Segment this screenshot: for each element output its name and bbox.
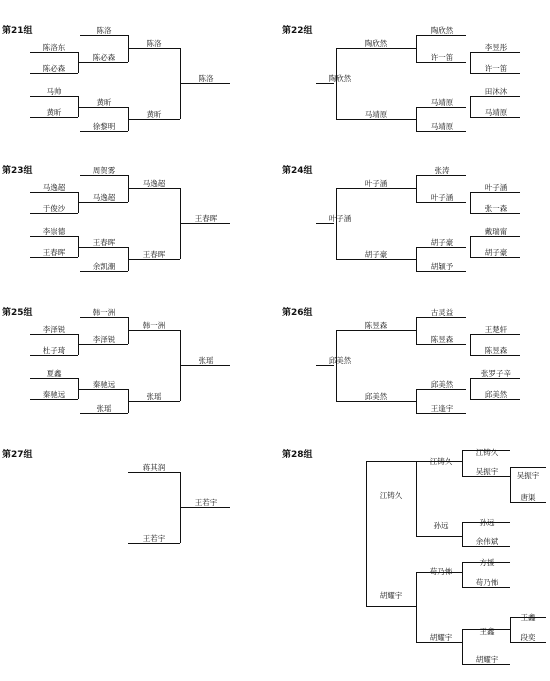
bracket-line [336, 188, 416, 189]
player-name: 黄昕 [96, 98, 112, 107]
bracket-line [30, 117, 78, 118]
bracket-line [462, 629, 463, 664]
bracket-line [470, 334, 520, 335]
player-name: 胡颖予 [430, 262, 454, 271]
bracket-line [416, 107, 466, 108]
bracket-line [510, 467, 511, 502]
player-name: 胡耀宇 [475, 655, 499, 664]
player-name: 张一森 [484, 204, 508, 213]
player-name: 胡耀宇 [429, 633, 453, 642]
player-name: 王若宇 [142, 534, 166, 543]
player-name: 马靖原 [430, 122, 454, 131]
bracket-line [316, 83, 334, 84]
bracket-line [366, 461, 416, 462]
player-name: 陈必森 [42, 64, 66, 73]
bracket-line [510, 502, 546, 503]
bracket-line [80, 131, 128, 132]
player-name: 黄昕 [46, 108, 62, 117]
bracket-line [128, 472, 180, 473]
player-name: 蒋其润 [142, 463, 166, 472]
bracket-line [470, 96, 520, 97]
bracket-line [30, 355, 78, 356]
player-name: 邱美然 [364, 392, 388, 401]
winner-name: 邱美然 [328, 356, 352, 365]
player-name: 陈必森 [92, 53, 116, 62]
player-name: 马逸超 [142, 179, 166, 188]
bracket-line [470, 73, 520, 74]
player-name: 张涛 [434, 166, 450, 175]
group-title: 第25组 [2, 308, 33, 318]
bracket-line [80, 35, 128, 36]
bracket-line [30, 213, 78, 214]
player-name: 江铸久 [429, 457, 453, 466]
bracket-line [336, 401, 416, 402]
player-name: 陈洛 [146, 39, 162, 48]
player-name: 孙远 [433, 521, 449, 530]
player-name: 李泽锐 [42, 325, 66, 334]
player-name: 王春晖 [142, 250, 166, 259]
bracket-line [470, 213, 520, 214]
player-name: 马逸超 [42, 183, 66, 192]
player-name: 胡子豪 [484, 248, 508, 257]
player-name: 余凯潮 [92, 262, 116, 271]
bracket-line [336, 188, 337, 259]
bracket-line [80, 413, 128, 414]
bracket-line [128, 259, 180, 260]
bracket-line [470, 399, 520, 400]
player-name: 李昱彤 [484, 43, 508, 52]
player-name: 张瑶 [146, 392, 162, 401]
bracket-line [510, 617, 511, 642]
bracket-line [416, 389, 466, 390]
player-name: 于俊沙 [42, 204, 66, 213]
player-name: 王楚轩 [484, 325, 508, 334]
bracket-line [128, 48, 180, 49]
bracket-line [128, 119, 180, 120]
bracket-line [462, 664, 510, 665]
bracket-line [462, 476, 510, 477]
group-title: 第22组 [282, 26, 313, 36]
bracket-line [180, 83, 230, 84]
bracket-line [416, 642, 462, 643]
player-name: 陶欣然 [364, 39, 388, 48]
bracket-line [470, 52, 520, 53]
group-title: 第23组 [2, 166, 33, 176]
bracket-line [416, 202, 466, 203]
player-name: 王鑫 [479, 627, 495, 636]
player-name: 李崇德 [42, 227, 66, 236]
player-name: 黄昕 [146, 110, 162, 119]
player-name: 唐渠 [520, 493, 536, 502]
bracket-line [416, 175, 466, 176]
bracket-line [180, 507, 230, 508]
bracket-line [78, 107, 128, 108]
player-name: 江铸久 [475, 448, 499, 457]
group-title: 第24组 [282, 166, 313, 176]
winner-name: 张瑶 [198, 356, 214, 365]
bracket-line [416, 413, 466, 414]
bracket-line [470, 355, 520, 356]
player-name: 马逸超 [92, 193, 116, 202]
player-name: 吴振宇 [475, 467, 499, 476]
bracket-line [470, 96, 471, 117]
player-name: 邱美然 [430, 380, 454, 389]
bracket-line [30, 399, 78, 400]
player-name: 苟乃怖 [429, 567, 453, 576]
bracket-line [366, 461, 367, 606]
bracket-line [416, 461, 417, 536]
player-name: 韩一洲 [142, 321, 166, 330]
bracket-line [336, 330, 416, 331]
player-name: 秦驰远 [92, 380, 116, 389]
bracket-line [416, 107, 417, 131]
winner-name: 王春晖 [194, 214, 218, 223]
player-name: 许一笛 [484, 64, 508, 73]
player-name: 马靖原 [484, 108, 508, 117]
bracket-line [128, 543, 180, 544]
player-name: 叶子涵 [484, 183, 508, 192]
bracket-line [416, 35, 417, 62]
player-name: 孙远 [479, 518, 495, 527]
bracket-line [80, 175, 128, 176]
bracket-line [510, 467, 546, 468]
bracket-line [78, 247, 128, 248]
player-name: 段奕 [520, 633, 536, 642]
bracket-line [80, 317, 128, 318]
bracket-line [128, 330, 180, 331]
winner-name: 陈洛 [198, 74, 214, 83]
player-name: 苟乃怖 [475, 578, 499, 587]
group-title: 第28组 [282, 450, 313, 460]
player-name: 马靖原 [364, 110, 388, 119]
player-name: 徐黎明 [92, 122, 116, 131]
bracket-line [30, 192, 78, 193]
bracket-line [416, 35, 466, 36]
bracket-line [316, 223, 334, 224]
bracket-line [366, 606, 416, 607]
bracket-line [30, 257, 78, 258]
bracket-line [78, 344, 128, 345]
player-name: 吴振宇 [516, 471, 540, 480]
bracket-line [470, 192, 471, 213]
bracket-line [30, 52, 78, 53]
player-name: 胡子豪 [364, 250, 388, 259]
player-name: 张罗子辛 [481, 369, 511, 378]
player-name: 周贺雾 [92, 166, 116, 175]
player-name: 胡子豪 [430, 238, 454, 247]
bracket-line [510, 642, 546, 643]
bracket-line [80, 271, 128, 272]
player-name: 王鑫 [520, 613, 536, 622]
bracket-line [462, 522, 463, 546]
bracket-line [128, 401, 180, 402]
bracket-line [416, 175, 417, 202]
player-name: 叶子涵 [364, 179, 388, 188]
player-name: 戴瑞甯 [484, 227, 508, 236]
bracket-line [336, 48, 416, 49]
player-name: 陈洛 [96, 26, 112, 35]
bracket-line [30, 334, 78, 335]
bracket-line [470, 236, 471, 257]
player-name: 秦驰远 [42, 390, 66, 399]
bracket-line [416, 247, 417, 271]
bracket-line [470, 334, 471, 355]
player-name: 马靖原 [430, 98, 454, 107]
winner-name: 陶欣然 [328, 74, 352, 83]
bracket-line [470, 378, 520, 379]
player-name: 陈洛东 [42, 43, 66, 52]
player-name: 陈昱森 [430, 335, 454, 344]
player-name: 夏鑫 [46, 369, 62, 378]
bracket-line [416, 317, 417, 344]
bracket-line [336, 48, 337, 119]
player-name: 叶子涵 [430, 193, 454, 202]
player-name: 李泽锐 [92, 335, 116, 344]
bracket-line [416, 247, 466, 248]
bracket-line [30, 236, 78, 237]
bracket-line [416, 271, 466, 272]
bracket-line [462, 562, 463, 587]
bracket-line [470, 117, 520, 118]
bracket-line [416, 317, 466, 318]
bracket-line [128, 188, 180, 189]
player-name: 许一笛 [430, 53, 454, 62]
bracket-line [30, 96, 78, 97]
player-name: 王春晖 [42, 248, 66, 257]
player-name: 王春晖 [92, 238, 116, 247]
player-name: 古灵益 [430, 308, 454, 317]
group-title: 第26组 [282, 308, 313, 318]
bracket-line [470, 378, 471, 399]
bracket-line [78, 202, 128, 203]
bracket-line [416, 131, 466, 132]
player-name: 方援 [479, 558, 495, 567]
bracket-line [416, 62, 466, 63]
player-name: 陶欣然 [430, 26, 454, 35]
player-name: 田沐沐 [484, 87, 508, 96]
player-name: 余伟斌 [475, 537, 499, 546]
bracket-line [180, 365, 230, 366]
bracket-line [416, 536, 462, 537]
bracket-line [462, 546, 510, 547]
bracket-line [78, 62, 128, 63]
bracket-line [416, 389, 417, 413]
winner-name: 王若宇 [194, 498, 218, 507]
player-name: 马帅 [46, 87, 62, 96]
bracket-line [470, 257, 520, 258]
player-name: 王逢宇 [430, 404, 454, 413]
bracket-line [30, 378, 78, 379]
winner-name: 叶子涵 [328, 214, 352, 223]
player-name: 江铸久 [379, 491, 403, 500]
bracket-line [336, 259, 416, 260]
bracket-line [470, 52, 471, 73]
player-name: 韩一洲 [92, 308, 116, 317]
bracket-line [470, 236, 520, 237]
group-title: 第21组 [2, 26, 33, 36]
bracket-line [462, 587, 510, 588]
bracket-line [78, 389, 128, 390]
player-name: 陈昱森 [364, 321, 388, 330]
bracket-line [30, 73, 78, 74]
bracket-line [336, 119, 416, 120]
player-name: 邱美然 [484, 390, 508, 399]
bracket-line [416, 344, 466, 345]
bracket-line [336, 330, 337, 401]
bracket-line [470, 192, 520, 193]
player-name: 杜子琦 [42, 346, 66, 355]
player-name: 陈昱森 [484, 346, 508, 355]
player-name: 张瑶 [96, 404, 112, 413]
group-title: 第27组 [2, 450, 33, 460]
bracket-line [416, 572, 417, 642]
player-name: 胡耀宇 [379, 591, 403, 600]
bracket-line [180, 223, 230, 224]
bracket-line [462, 450, 463, 476]
bracket-line [316, 365, 334, 366]
